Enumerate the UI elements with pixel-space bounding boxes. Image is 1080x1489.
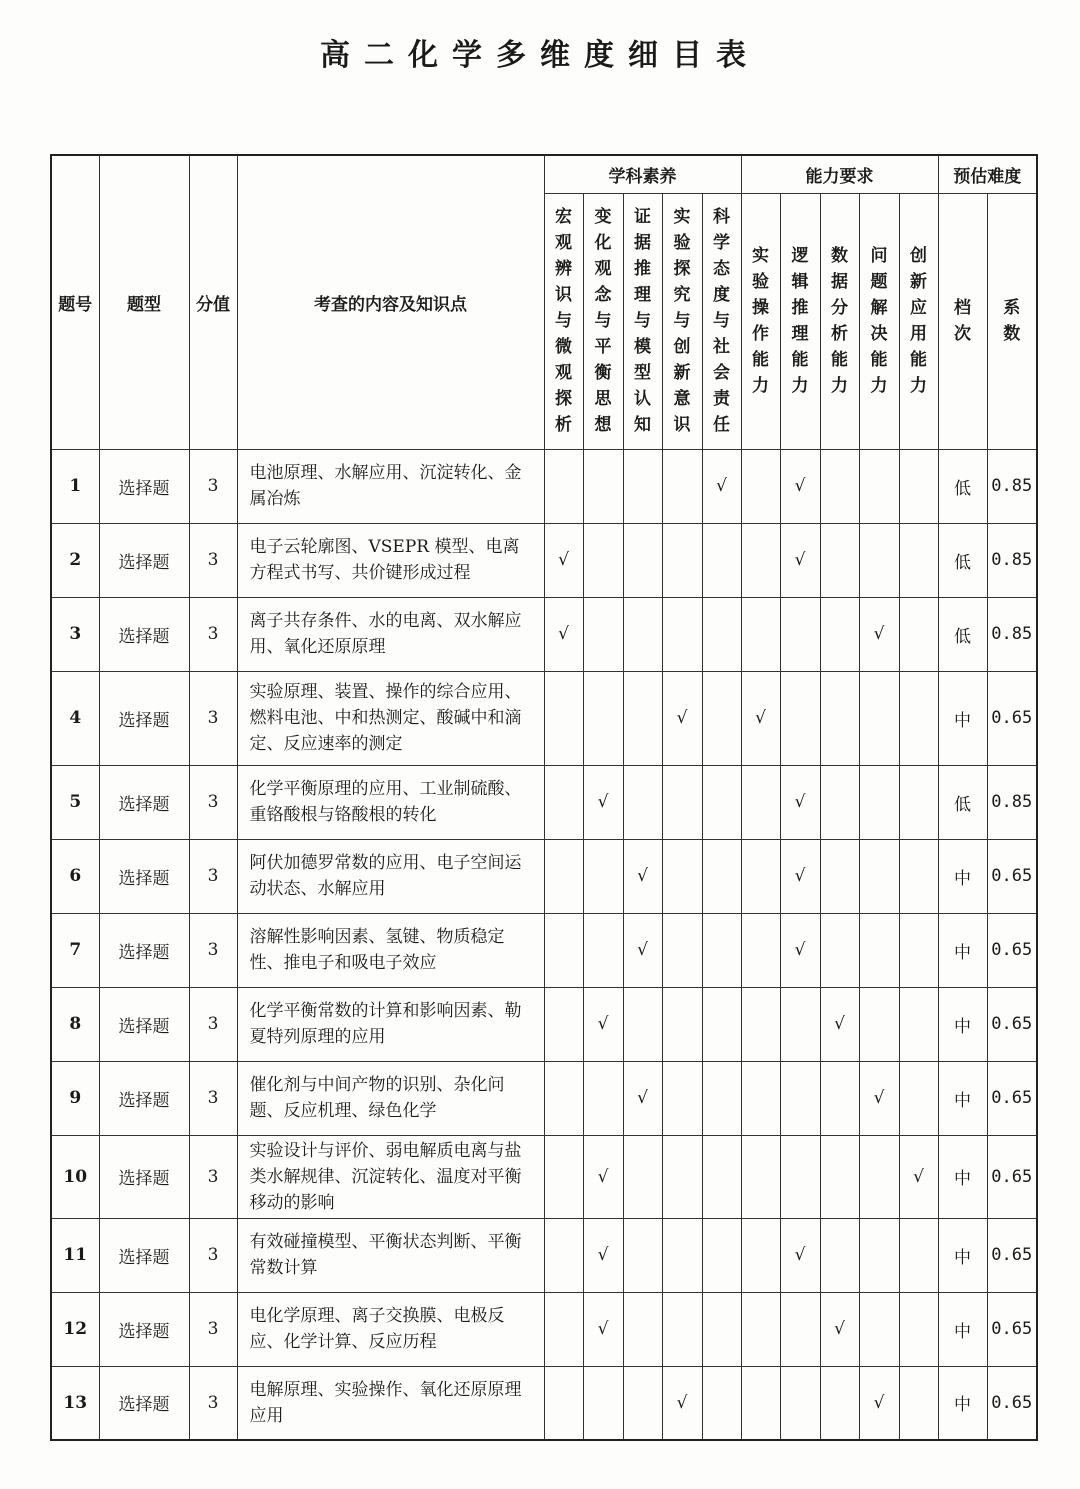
check-cell <box>741 839 780 913</box>
check-mark-icon: √ <box>597 792 609 812</box>
row-score: 3 <box>189 987 237 1061</box>
check-mark-icon: √ <box>676 1392 688 1413</box>
row-type: 选择题 <box>99 671 189 765</box>
row-content: 催化剂与中间产物的识别、杂化问题、反应机理、绿色化学 <box>237 1061 544 1135</box>
check-mark-icon: √ <box>597 1014 609 1034</box>
row-level: 中 <box>938 1366 987 1440</box>
check-cell <box>780 1061 820 1135</box>
row-num: 11 <box>51 1218 99 1292</box>
check-cell <box>820 1135 859 1218</box>
table-row <box>51 839 1037 913</box>
row-score: 3 <box>189 1135 237 1218</box>
check-cell <box>859 1218 899 1292</box>
check-cell <box>741 671 780 765</box>
header-group-difficulty: 预估难度 <box>938 155 1037 193</box>
check-cell <box>780 987 820 1061</box>
row-type: 选择题 <box>99 523 189 597</box>
check-cell <box>820 765 859 839</box>
row-num: 9 <box>51 1061 99 1135</box>
check-cell <box>662 1135 702 1218</box>
check-cell <box>583 1061 623 1135</box>
check-cell <box>662 987 702 1061</box>
header-literacy-4: 实验探究与创新意识 <box>673 207 691 435</box>
check-cell <box>662 1061 702 1135</box>
header-type: 题型 <box>99 155 189 449</box>
row-level: 低 <box>938 765 987 839</box>
check-cell <box>662 597 702 671</box>
check-cell <box>899 523 938 597</box>
check-cell <box>820 1061 859 1135</box>
table-row <box>51 449 1037 523</box>
check-cell <box>662 671 702 765</box>
check-cell <box>899 671 938 765</box>
row-type: 选择题 <box>99 1135 189 1218</box>
check-cell <box>702 597 741 671</box>
check-cell <box>899 839 938 913</box>
check-cell <box>859 1061 899 1135</box>
check-cell <box>859 1135 899 1218</box>
header-literacy-1: 宏观辨识与微观探析 <box>555 207 572 435</box>
check-cell <box>544 597 583 671</box>
row-score: 3 <box>189 671 237 765</box>
check-cell <box>780 1292 820 1366</box>
row-type: 选择题 <box>99 839 189 913</box>
check-cell <box>662 839 702 913</box>
table-row <box>51 913 1037 987</box>
check-cell <box>544 671 583 765</box>
check-mark-icon: √ <box>637 1088 648 1108</box>
row-level: 中 <box>938 913 987 987</box>
check-mark-icon: √ <box>873 1088 885 1108</box>
row-num: 5 <box>51 765 99 839</box>
check-mark-icon: √ <box>834 1319 845 1339</box>
check-cell <box>820 987 859 1061</box>
check-mark-icon: √ <box>794 940 806 960</box>
header-coef: 系数 <box>1003 298 1021 344</box>
check-cell <box>623 671 662 765</box>
check-mark-icon: √ <box>755 708 766 728</box>
check-cell <box>820 1292 859 1366</box>
check-cell <box>623 1218 662 1292</box>
check-cell <box>544 1366 583 1440</box>
row-type: 选择题 <box>99 1292 189 1366</box>
check-cell <box>741 597 780 671</box>
check-mark-icon: √ <box>597 1166 609 1187</box>
check-cell <box>702 1292 741 1366</box>
row-type: 选择题 <box>99 913 189 987</box>
check-cell <box>623 839 662 913</box>
check-cell <box>662 1366 702 1440</box>
header-ability-3: 数据分析能力 <box>831 246 849 396</box>
row-type: 选择题 <box>99 1061 189 1135</box>
check-cell <box>623 765 662 839</box>
row-content: 化学平衡原理的应用、工业制硫酸、重铬酸根与铬酸根的转化 <box>237 765 544 839</box>
row-type: 选择题 <box>99 1218 189 1292</box>
check-cell <box>859 449 899 523</box>
row-num: 13 <box>51 1366 99 1440</box>
row-score: 3 <box>189 1218 237 1292</box>
table-body <box>51 449 1037 1440</box>
table-row <box>51 1061 1037 1135</box>
row-num: 7 <box>51 913 99 987</box>
header-group-literacy: 学科素养 <box>544 155 741 193</box>
row-coef: 0.65 <box>987 1366 1037 1440</box>
check-cell <box>544 1135 583 1218</box>
check-cell <box>623 987 662 1061</box>
row-content: 电池原理、水解应用、沉淀转化、金属冶炼 <box>237 449 544 523</box>
check-mark-icon: √ <box>873 624 885 644</box>
row-content: 化学平衡常数的计算和影响因素、勒夏特列原理的应用 <box>237 987 544 1061</box>
check-mark-icon: √ <box>834 1014 845 1034</box>
check-cell <box>702 449 741 523</box>
check-cell <box>741 523 780 597</box>
row-score: 3 <box>189 1292 237 1366</box>
header-ability-5: 创新应用能力 <box>910 246 928 396</box>
header-ability-4: 问题解决能力 <box>870 246 888 396</box>
row-level: 中 <box>938 1218 987 1292</box>
page-title: 高二化学多维度细目表 <box>320 38 760 73</box>
check-cell <box>899 765 938 839</box>
check-cell <box>859 765 899 839</box>
row-content: 阿伏加德罗常数的应用、电子空间运动状态、水解应用 <box>237 839 544 913</box>
row-score: 3 <box>189 1366 237 1440</box>
check-cell <box>859 523 899 597</box>
check-cell <box>899 913 938 987</box>
check-cell <box>780 765 820 839</box>
row-type: 选择题 <box>99 1366 189 1440</box>
check-cell <box>583 671 623 765</box>
check-cell <box>859 839 899 913</box>
row-type: 选择题 <box>99 597 189 671</box>
check-cell <box>859 913 899 987</box>
check-cell <box>583 987 623 1061</box>
check-cell <box>583 1292 623 1366</box>
check-cell <box>780 1218 820 1292</box>
row-level: 低 <box>938 597 987 671</box>
check-cell <box>583 839 623 913</box>
header-score: 分值 <box>189 155 237 449</box>
check-cell <box>662 449 702 523</box>
check-mark-icon: √ <box>637 866 648 886</box>
check-mark-icon: √ <box>794 792 806 812</box>
check-cell <box>899 1292 938 1366</box>
check-mark-icon: √ <box>716 476 727 496</box>
check-cell <box>583 1218 623 1292</box>
row-coef: 0.65 <box>987 913 1037 987</box>
check-cell <box>820 449 859 523</box>
check-cell <box>583 449 623 523</box>
row-score: 3 <box>189 839 237 913</box>
check-cell <box>623 1135 662 1218</box>
row-coef: 0.85 <box>987 449 1037 523</box>
check-cell <box>702 1218 741 1292</box>
check-cell <box>899 1061 938 1135</box>
check-cell <box>583 1135 623 1218</box>
table-row <box>51 671 1037 765</box>
row-content: 有效碰撞模型、平衡状态判断、平衡常数计算 <box>237 1218 544 1292</box>
check-cell <box>780 523 820 597</box>
row-type: 选择题 <box>99 987 189 1061</box>
check-cell <box>899 987 938 1061</box>
header-literacy-2: 变化观念与平衡思想 <box>594 207 612 435</box>
check-cell <box>583 765 623 839</box>
check-cell <box>544 765 583 839</box>
check-mark-icon: √ <box>913 1166 924 1187</box>
row-content: 电解原理、实验操作、氧化还原原理应用 <box>237 1366 544 1440</box>
check-cell <box>702 1061 741 1135</box>
check-cell <box>544 987 583 1061</box>
check-cell <box>544 449 583 523</box>
check-mark-icon: √ <box>794 476 806 496</box>
row-level: 中 <box>938 1292 987 1366</box>
check-mark-icon: √ <box>558 550 569 570</box>
check-cell <box>820 839 859 913</box>
row-coef: 0.65 <box>987 1292 1037 1366</box>
check-mark-icon: √ <box>794 1245 806 1265</box>
row-coef: 0.65 <box>987 839 1037 913</box>
row-level: 低 <box>938 523 987 597</box>
check-cell <box>623 1292 662 1366</box>
check-cell <box>859 987 899 1061</box>
check-cell <box>820 913 859 987</box>
check-cell <box>662 1218 702 1292</box>
check-cell <box>741 449 780 523</box>
check-cell <box>702 913 741 987</box>
row-num: 8 <box>51 987 99 1061</box>
row-level: 中 <box>938 1061 987 1135</box>
row-coef: 0.85 <box>987 597 1037 671</box>
check-cell <box>702 839 741 913</box>
check-cell <box>741 1218 780 1292</box>
check-cell <box>899 1366 938 1440</box>
check-cell <box>623 523 662 597</box>
table-row <box>51 597 1037 671</box>
check-cell <box>741 913 780 987</box>
check-cell <box>780 597 820 671</box>
row-num: 6 <box>51 839 99 913</box>
row-num: 10 <box>51 1135 99 1218</box>
check-cell <box>702 671 741 765</box>
row-content: 离子共存条件、水的电离、双水解应用、氧化还原原理 <box>237 597 544 671</box>
check-cell <box>544 913 583 987</box>
row-coef: 0.65 <box>987 671 1037 765</box>
row-level: 中 <box>938 671 987 765</box>
check-cell <box>623 913 662 987</box>
check-cell <box>583 913 623 987</box>
row-score: 3 <box>189 523 237 597</box>
row-coef: 0.85 <box>987 765 1037 839</box>
check-cell <box>623 1366 662 1440</box>
table-row <box>51 765 1037 839</box>
check-mark-icon: √ <box>794 866 806 886</box>
check-cell <box>820 1366 859 1440</box>
check-mark-icon: √ <box>637 940 648 960</box>
check-cell <box>780 839 820 913</box>
check-cell <box>899 449 938 523</box>
header-group-ability: 能力要求 <box>741 155 938 193</box>
table-row <box>51 1135 1037 1218</box>
check-mark-icon: √ <box>558 624 569 644</box>
check-cell <box>780 449 820 523</box>
check-cell <box>544 523 583 597</box>
check-cell <box>544 839 583 913</box>
check-cell <box>859 597 899 671</box>
row-score: 3 <box>189 449 237 523</box>
check-cell <box>662 523 702 597</box>
row-level: 中 <box>938 839 987 913</box>
table-row <box>51 987 1037 1061</box>
check-cell <box>780 671 820 765</box>
check-cell <box>859 1366 899 1440</box>
check-cell <box>741 1135 780 1218</box>
check-cell <box>623 449 662 523</box>
row-num: 4 <box>51 671 99 765</box>
check-cell <box>583 597 623 671</box>
table-row <box>51 523 1037 597</box>
check-cell <box>899 597 938 671</box>
check-cell <box>780 1135 820 1218</box>
check-cell <box>623 1061 662 1135</box>
row-score: 3 <box>189 913 237 987</box>
check-cell <box>662 765 702 839</box>
check-cell <box>859 671 899 765</box>
check-cell <box>780 913 820 987</box>
check-cell <box>741 765 780 839</box>
row-score: 3 <box>189 1061 237 1135</box>
row-content: 实验设计与评价、弱电解质电离与盐类水解规律、沉淀转化、温度对平衡移动的影响 <box>237 1135 544 1218</box>
check-cell <box>702 765 741 839</box>
row-coef: 0.65 <box>987 1218 1037 1292</box>
check-cell <box>859 1292 899 1366</box>
row-num: 12 <box>51 1292 99 1366</box>
row-type: 选择题 <box>99 765 189 839</box>
table-row <box>51 1292 1037 1366</box>
row-level: 低 <box>938 449 987 523</box>
row-num: 1 <box>51 449 99 523</box>
row-coef: 0.85 <box>987 523 1037 597</box>
header-level: 档次 <box>954 298 972 344</box>
check-cell <box>544 1292 583 1366</box>
header-literacy-5: 科学态度与社会责任 <box>713 207 730 435</box>
check-cell <box>820 1218 859 1292</box>
detail-table <box>50 154 1038 1441</box>
row-content: 实验原理、装置、操作的综合应用、燃料电池、中和热测定、酸碱中和滴定、反应速率的测定 <box>237 671 544 765</box>
check-mark-icon: √ <box>794 550 806 570</box>
check-cell <box>544 1218 583 1292</box>
row-coef: 0.65 <box>987 1135 1037 1218</box>
check-cell <box>662 913 702 987</box>
check-cell <box>741 1366 780 1440</box>
row-type: 选择题 <box>99 449 189 523</box>
check-cell <box>741 1061 780 1135</box>
row-level: 中 <box>938 1135 987 1218</box>
check-cell <box>899 1218 938 1292</box>
check-cell <box>702 523 741 597</box>
check-cell <box>820 523 859 597</box>
check-cell <box>583 1366 623 1440</box>
row-coef: 0.65 <box>987 987 1037 1061</box>
check-mark-icon: √ <box>597 1245 609 1265</box>
check-cell <box>741 1292 780 1366</box>
row-coef: 0.65 <box>987 1061 1037 1135</box>
row-score: 3 <box>189 597 237 671</box>
check-mark-icon: √ <box>676 708 688 728</box>
header-ability-2: 逻辑推理能力 <box>791 246 809 396</box>
header-num: 题号 <box>51 155 99 449</box>
row-score: 3 <box>189 765 237 839</box>
table-row <box>51 1366 1037 1440</box>
check-cell <box>899 1135 938 1218</box>
row-content: 溶解性影响因素、氢键、物质稳定性、推电子和吸电子效应 <box>237 913 544 987</box>
header-content: 考查的内容及知识点 <box>237 155 544 449</box>
row-content: 电化学原理、离子交换膜、电极反应、化学计算、反应历程 <box>237 1292 544 1366</box>
check-cell <box>662 1292 702 1366</box>
check-cell <box>780 1366 820 1440</box>
row-content: 电子云轮廓图、VSEPR 模型、电离方程式书写、共价键形成过程 <box>237 523 544 597</box>
header-ability-1: 实验操作能力 <box>752 246 770 396</box>
check-cell <box>702 1366 741 1440</box>
check-cell <box>702 987 741 1061</box>
check-mark-icon: √ <box>597 1319 609 1339</box>
row-level: 中 <box>938 987 987 1061</box>
check-mark-icon: √ <box>873 1392 885 1413</box>
check-cell <box>820 671 859 765</box>
header-literacy-3: 证据推理与模型认知 <box>634 207 651 435</box>
row-num: 3 <box>51 597 99 671</box>
table-row <box>51 1218 1037 1292</box>
check-cell <box>583 523 623 597</box>
check-cell <box>623 597 662 671</box>
row-num: 2 <box>51 523 99 597</box>
check-cell <box>544 1061 583 1135</box>
check-cell <box>820 597 859 671</box>
check-cell <box>702 1135 741 1218</box>
check-cell <box>741 987 780 1061</box>
